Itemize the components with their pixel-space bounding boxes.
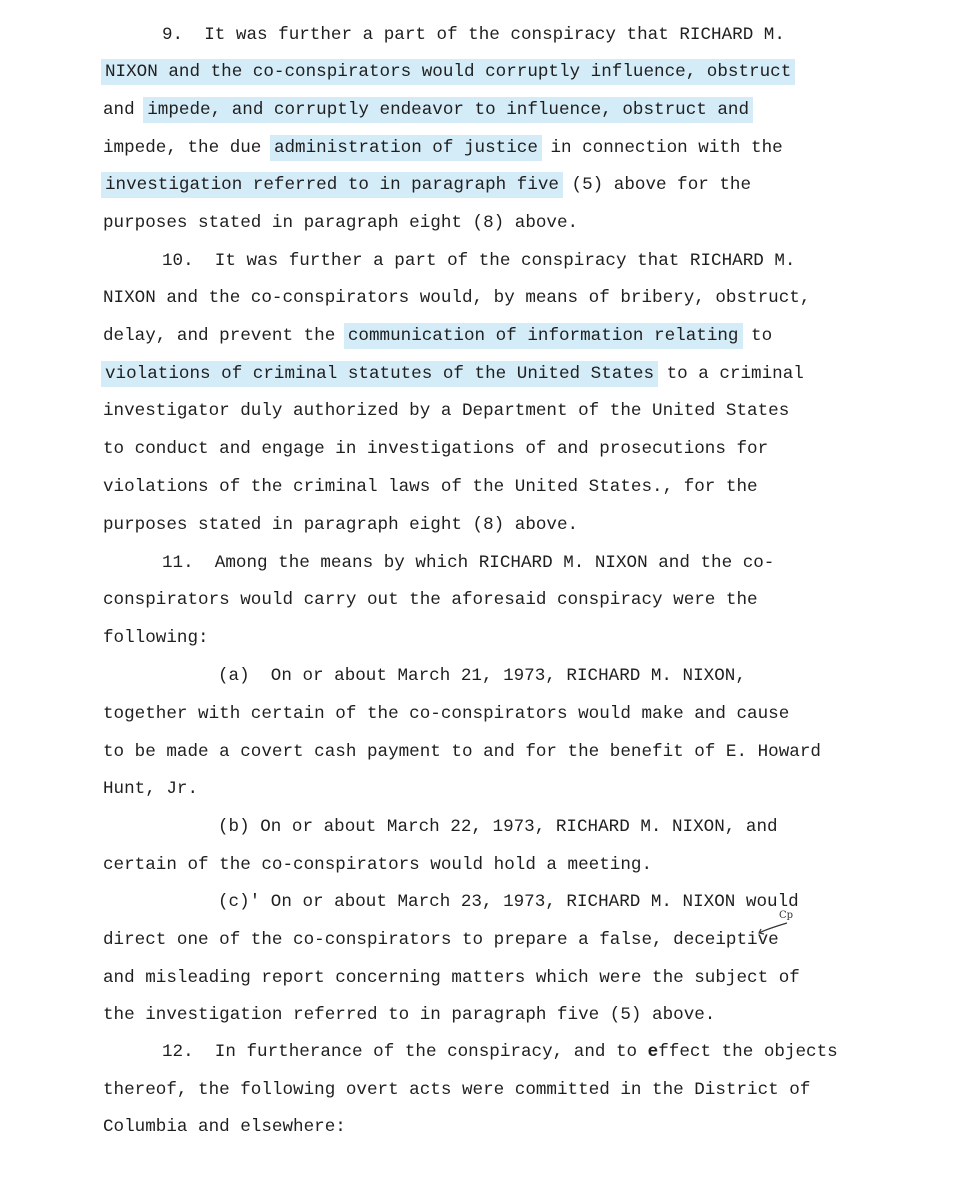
text-segment: to — [740, 326, 773, 346]
document-line — [103, 174, 751, 196]
text-segment: purposes stated in paragraph eight (8) above. — [103, 515, 579, 535]
document-line — [103, 514, 578, 536]
highlighted-text: administration of justice — [273, 138, 538, 158]
text-segment: violations of the criminal laws of the United States., for the — [103, 477, 758, 497]
text-segment: (b) On or about March 22, 1973, RICHARD M. NIXON, and — [218, 817, 778, 837]
document-line — [103, 741, 821, 763]
text-segment: together with certain of the co-conspirators would make and cause — [103, 704, 790, 724]
document-line — [103, 929, 779, 951]
document-line — [162, 24, 785, 46]
text-segment: 11. Among the means by which RICHARD M. NIXON and the co- — [162, 553, 775, 573]
text-segment: certain of the co-conspirators would hold a meeting. — [103, 855, 653, 875]
document-line — [103, 1079, 810, 1101]
document-line — [103, 703, 789, 725]
text-segment: e — [647, 1042, 659, 1062]
text-segment: Columbia and elsewhere: — [103, 1117, 346, 1137]
document-line — [103, 627, 209, 649]
highlighted-text: violations of criminal statutes of the United States — [105, 364, 655, 384]
text-segment: delay, and prevent the — [103, 326, 346, 346]
document-line — [103, 778, 198, 800]
text-segment: Hunt, Jr. — [103, 779, 199, 799]
text-segment: NIXON and the co-conspirators would, by means of bribery, obstruct, — [103, 288, 811, 308]
document-line — [103, 438, 768, 460]
text-segment: direct one of the co-conspirators to prepare a false, deceiptive — [103, 930, 779, 950]
highlighted-text: investigation referred to in paragraph five — [105, 175, 559, 195]
text-segment: 9. It was further a part of the conspiracy that RICHARD M. — [162, 25, 785, 45]
document-line — [103, 589, 758, 611]
text-segment: to be made a covert cash payment to and for the benefit of E. Howard — [103, 742, 821, 762]
document-line — [103, 212, 578, 234]
text-segment: 12. In furtherance of the conspiracy, and to — [162, 1042, 648, 1062]
text-segment: (c)' On or about March 23, 1973, RICHARD M. NIXON would — [218, 892, 799, 912]
text-segment: thereof, the following overt acts were committed in the District of — [103, 1080, 811, 1100]
document-line — [218, 816, 778, 838]
document-line — [218, 665, 746, 687]
text-segment: to conduct and engage in investigations of and prosecutions for — [103, 439, 769, 459]
document-line — [103, 61, 793, 83]
highlighted-text: NIXON and the co-conspirators would corruptly influence, obstruct — [105, 62, 792, 82]
text-segment: in connection with the — [539, 138, 783, 158]
text-segment: ffect the objects — [658, 1042, 838, 1062]
document-line — [103, 476, 758, 498]
text-segment: (5) above for the — [561, 175, 752, 195]
text-segment: 10. It was further a part of the conspiracy that RICHARD M. — [162, 251, 796, 271]
document-line — [103, 363, 804, 385]
highlighted-text: communication of information relating — [347, 326, 739, 346]
document-line — [162, 1041, 838, 1063]
text-segment: conspirators would carry out the aforesaid conspiracy were the — [103, 590, 758, 610]
document-line — [103, 1116, 346, 1138]
document-line — [103, 325, 772, 347]
margin-annotation-text: Cp — [779, 910, 794, 921]
text-segment: and misleading report concerning matters which were the subject of — [103, 968, 800, 988]
document-line — [103, 99, 751, 121]
document-line — [162, 250, 795, 272]
text-segment: purposes stated in paragraph eight (8) above. — [103, 213, 579, 233]
document-line — [103, 137, 783, 159]
document-line — [103, 1004, 715, 1026]
text-segment: following: — [103, 628, 209, 648]
document-line — [162, 552, 774, 574]
handwritten-correction-mark — [757, 909, 797, 939]
highlighted-text: impede, and corruptly endeavor to influence, obstruct and — [147, 100, 750, 120]
text-segment: the investigation referred to in paragraph five (5) above. — [103, 1005, 716, 1025]
text-segment: to a criminal — [656, 364, 804, 384]
document-line — [218, 891, 799, 913]
text-segment: and — [103, 100, 146, 120]
document-line — [103, 287, 810, 309]
text-segment: (a) On or about March 21, 1973, RICHARD M. NIXON, — [218, 666, 746, 686]
document-line — [103, 967, 800, 989]
text-segment: impede, the due — [103, 138, 272, 158]
document-line — [103, 854, 652, 876]
document-line — [103, 400, 789, 422]
text-segment: investigator duly authorized by a Department of the United States — [103, 401, 790, 421]
